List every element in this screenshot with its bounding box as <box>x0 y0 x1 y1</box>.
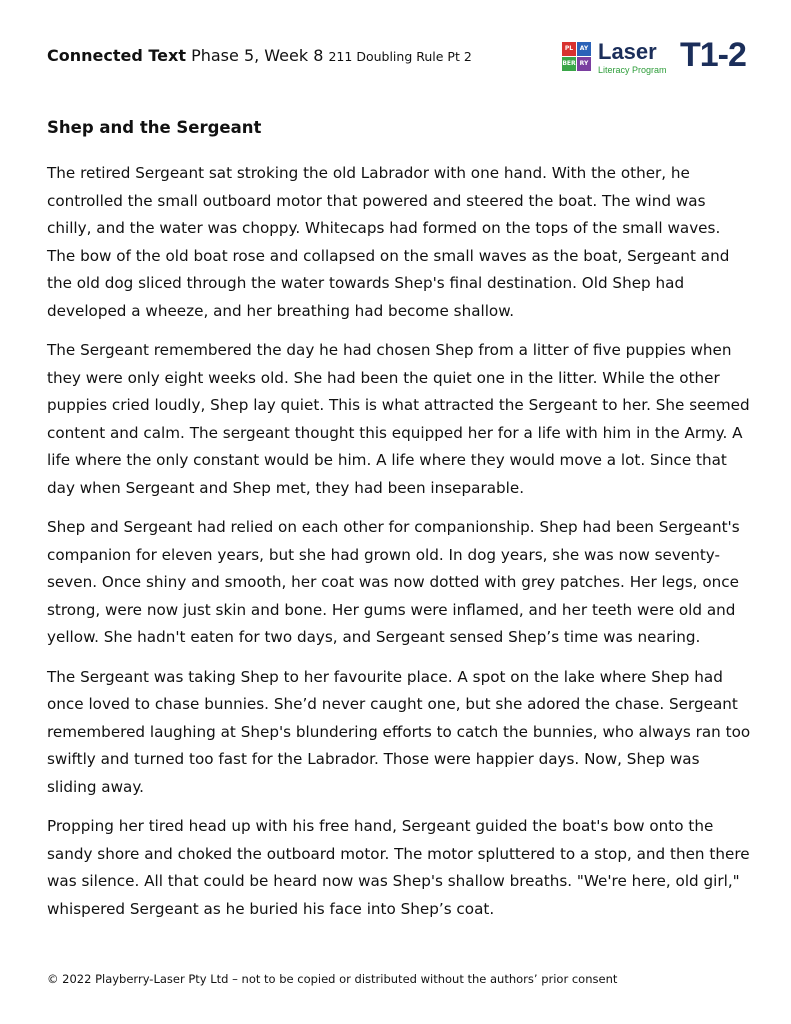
story-title: Shep and the Sergeant <box>47 118 262 137</box>
paragraph: Shep and Sergeant had relied on each other for companionship. Shep had been Sergeant's companion for eleven years, but she had grown old. In dog years, she was now seventy-seven. Once shiny and smooth, her coat was now dotted with grey patches. Her legs, once strong, were now just skin and bone. Her gums were inflamed, and her teeth were old and yellow. She hadn't eaten for two days, and Sergeant sensed Shep’s time was nearing. <box>47 518 740 646</box>
grid-cell: PL <box>562 42 576 56</box>
logo-word: Laser <box>598 39 657 64</box>
paragraph: The Sergeant remembered the day he had chosen Shep from a litter of five puppies when they were only eight weeks old. She had been the quiet one in the litter. While the other puppies cried loudly, Shep lay quiet. This is what attracted the Sergeant to her. She seemed content and calm. The sergeant thought this equipped her for a life with him in the Army. A life where the only constant would be him. A life where they would move a lot. Since that day when Sergeant and Shep met, they had been inseparable. <box>47 341 750 497</box>
logo-subtitle: Literacy Program <box>598 65 667 75</box>
paragraph: The retired Sergeant sat stroking the old Labrador with one hand. With the other, he controlled the small outboard motor that powered and steered the boat. The wind was chilly, and the water was choppy. Whitecaps had formed on the tops of the small waves. The bow of the old boat rose and collapsed on the small waves as the boat, Sergeant and the old dog sliced through the water towards Shep's final destination. Old Shep had developed a wheeze, and her breathing had become shallow. <box>47 164 730 320</box>
page-header <box>47 46 472 65</box>
story-body <box>47 160 752 935</box>
phase-week-label: Phase 5, Week 8 <box>191 46 324 65</box>
grid-cell: AY <box>577 42 591 56</box>
series-label: Connected Text <box>47 46 186 65</box>
lesson-label: 211 Doubling Rule Pt 2 <box>328 49 472 64</box>
level-badge: T1-2 <box>680 36 746 74</box>
paragraph: The Sergeant was taking Shep to her favourite place. A spot on the lake where Shep had once loved to chase bunnies. She’d never caught one, but she adored the chase. Sergeant remembered laughing at Shep's blundering efforts to catch the bunnies, who always ran too swiftly and turned too fast for the Labrador. Those were happier days. Now, Shep was sliding away. <box>47 667 751 796</box>
grid-cell: RY <box>577 57 591 71</box>
playberry-grid-icon <box>562 42 592 72</box>
paragraph: Propping her tired head up with his free hand, Sergeant guided the boat's bow onto the sandy shore and choked the outboard motor. The motor spluttered to a stop, and then there was silence. All that could be heard now was Shep's shallow breaths. "We're here, old girl," whispered Sergeant as he buried his face into Shep’s coat. <box>47 817 750 918</box>
laser-literacy-logo <box>562 36 762 82</box>
copyright-footer: © 2022 Playberry-Laser Pty Ltd – not to be copied or distributed without the authors’ prior consent <box>47 972 618 986</box>
grid-cell: BER <box>562 57 576 71</box>
